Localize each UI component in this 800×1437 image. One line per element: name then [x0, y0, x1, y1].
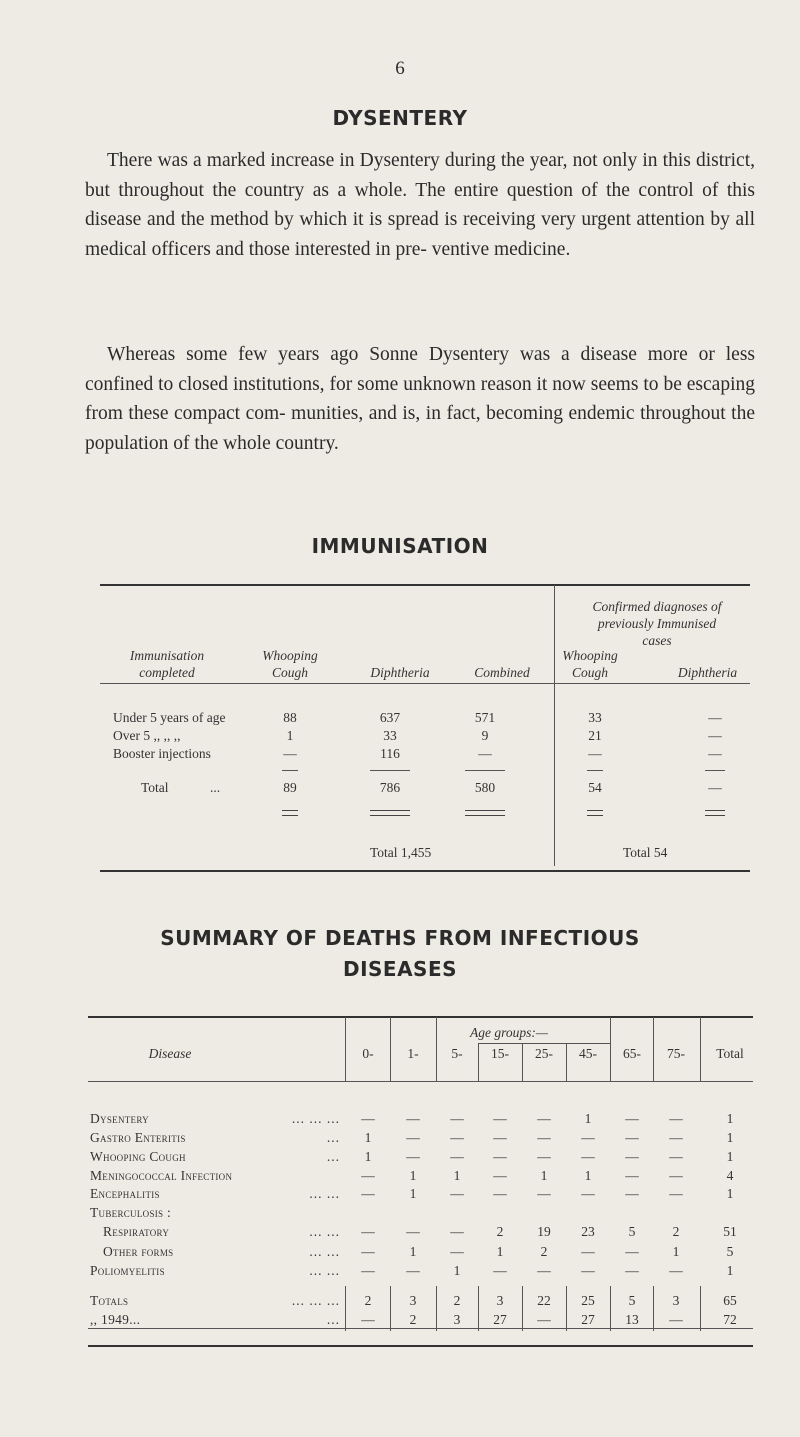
column-divider	[700, 1017, 701, 1082]
row-label: Poliomyelitis	[90, 1263, 165, 1278]
row-value: —	[669, 1130, 683, 1145]
row-value: 1	[584, 1111, 592, 1126]
dysentery-paragraph-1: There was a marked increase in Dysentery during the year, not only in this district, but throughout the country as a whole. The entire question of the control of this disease and the method by which it is spread is receiving very urgent attention by all medical officers and those interested in pre- ventive medicine.	[85, 150, 755, 260]
row-value: 1	[496, 1244, 504, 1259]
row-value: —	[493, 1130, 507, 1145]
row-value: —	[361, 1186, 375, 1201]
row-value: 2	[540, 1244, 548, 1259]
row-value: 2	[672, 1224, 680, 1239]
header-confirmed-whooping: Whooping Cough	[562, 648, 618, 680]
row-leader-dots: ...	[326, 1130, 340, 1145]
row-value: —	[669, 1263, 683, 1278]
column-header: 0-	[362, 1046, 374, 1061]
grand-total-right: Total 54	[623, 845, 668, 860]
header-confirmed-diagnoses: Confirmed diagnoses of previously Immunised cases	[592, 599, 722, 648]
header-whooping-cough: Whooping Cough	[262, 648, 318, 680]
row-value: —	[581, 1244, 595, 1259]
row-leader-dots: ...	[326, 1312, 340, 1327]
row-value: —	[361, 1263, 375, 1278]
dysentery-heading: DYSENTERY	[332, 106, 468, 130]
column-header: 15-	[491, 1046, 509, 1061]
column-header: 45-	[579, 1046, 597, 1061]
row-value: 27	[493, 1312, 507, 1327]
row-value: —	[669, 1186, 683, 1201]
row-label: Meningococcal Infection	[90, 1168, 233, 1183]
row-label: Encephalitis	[90, 1186, 160, 1201]
row-value: —	[669, 1312, 683, 1327]
column-header: Total	[716, 1046, 744, 1061]
row-value: —	[625, 1244, 639, 1259]
page-number: 6	[395, 58, 405, 79]
row-value: 1	[726, 1130, 734, 1145]
row-value: —	[450, 1149, 464, 1164]
row-value: 3	[409, 1293, 417, 1308]
deaths-heading: SUMMARY OF DEATHS FROM INFECTIOUS	[160, 926, 640, 950]
row-value: —	[537, 1263, 551, 1278]
row-value: —	[450, 1130, 464, 1145]
row-value: 13	[625, 1312, 639, 1327]
column-header: 75-	[667, 1046, 685, 1061]
row-value: —	[537, 1130, 551, 1145]
row-value: 1	[364, 1149, 372, 1164]
row-value: —	[406, 1130, 420, 1145]
row-value: 5	[628, 1293, 636, 1308]
immunisation-heading: IMMUNISATION	[311, 534, 489, 558]
row-value: 1	[364, 1130, 372, 1145]
row-value: —	[669, 1149, 683, 1164]
row-label: Whooping Cough	[90, 1149, 186, 1164]
row-value: —	[493, 1149, 507, 1164]
row-leader-dots: ... ...	[309, 1244, 340, 1259]
column-divider	[700, 1286, 701, 1331]
header-confirmed-diphtheria: Diphtheria	[677, 665, 738, 680]
row-value: —	[406, 1263, 420, 1278]
row-value: 1	[409, 1168, 417, 1183]
row-value: 1	[453, 1263, 461, 1278]
row-value: —	[493, 1111, 507, 1126]
row-label: Other forms	[103, 1244, 174, 1259]
row-value: —	[406, 1224, 420, 1239]
row-value: —	[406, 1111, 420, 1126]
row-leader-dots: ... ...	[309, 1224, 340, 1239]
row-label: Tuberculosis :	[90, 1205, 172, 1220]
row-leader-dots: ... ... ...	[291, 1111, 340, 1126]
row-value: —	[361, 1244, 375, 1259]
row-value: —	[625, 1111, 639, 1126]
row-value: —	[537, 1149, 551, 1164]
row-value: —	[581, 1263, 595, 1278]
row-label: Dysentery	[90, 1111, 149, 1126]
column-header: 25-	[535, 1046, 553, 1061]
row-value: 3	[496, 1293, 504, 1308]
row-value: 22	[537, 1293, 551, 1308]
row-value: —	[625, 1263, 639, 1278]
row-value: —	[361, 1168, 375, 1183]
row-value: 1	[540, 1168, 548, 1183]
row-leader-dots: ... ...	[309, 1186, 340, 1201]
row-value: —	[537, 1111, 551, 1126]
row-value: —	[450, 1244, 464, 1259]
row-value: 25	[581, 1293, 595, 1308]
row-value: 51	[723, 1224, 737, 1239]
row-value: —	[450, 1111, 464, 1126]
header-immunisation-completed: Immunisation completed	[129, 648, 205, 680]
row-value: —	[406, 1149, 420, 1164]
row-label: Gastro Enteritis	[90, 1130, 186, 1145]
row-value: —	[669, 1111, 683, 1126]
row-value: —	[537, 1312, 551, 1327]
row-value: —	[669, 1168, 683, 1183]
row-value: 23	[581, 1224, 595, 1239]
row-value: 72	[723, 1312, 737, 1327]
row-value: 1	[726, 1263, 734, 1278]
row-value: 1	[726, 1186, 734, 1201]
row-value: —	[537, 1186, 551, 1201]
column-header: 65-	[623, 1046, 641, 1061]
row-value: —	[581, 1149, 595, 1164]
row-leader-dots: ...	[326, 1149, 340, 1164]
row-value: —	[450, 1224, 464, 1239]
immunisation-divider	[554, 585, 555, 866]
row-value: —	[625, 1149, 639, 1164]
row-value: —	[581, 1186, 595, 1201]
row-value: 2	[409, 1312, 417, 1327]
row-value: 5	[726, 1244, 734, 1259]
header-diphtheria: Diphtheria	[370, 665, 430, 680]
row-value: 5	[628, 1224, 636, 1239]
row-label: Respiratory	[103, 1224, 170, 1239]
row-value: 2	[364, 1293, 372, 1308]
grand-total-left: Total 1,455	[370, 845, 432, 860]
header-combined: Combined	[474, 665, 530, 680]
row-value: —	[625, 1130, 639, 1145]
row-value: 1	[726, 1111, 734, 1126]
row-value: —	[625, 1186, 639, 1201]
header-age-groups: Age groups:—	[470, 1025, 548, 1040]
row-value: —	[625, 1168, 639, 1183]
row-value: 2	[496, 1224, 504, 1239]
row-leader-dots: ... ...	[309, 1263, 340, 1278]
column-header: 1-	[407, 1046, 419, 1061]
dysentery-paragraph-2: Whereas some few years ago Sonne Dysentery was a disease more or less confined to closed institutions, for some unknown reason it now seems to be escaping from these compact com- munities, and is, in fact, becoming endemic throughout the population of the whole country.	[85, 344, 755, 454]
row-value: 1	[584, 1168, 592, 1183]
row-value: 19	[537, 1224, 551, 1239]
row-value: —	[361, 1111, 375, 1126]
row-value: 65	[723, 1293, 737, 1308]
row-value: 3	[672, 1293, 680, 1308]
row-leader-dots: ... ... ...	[291, 1293, 340, 1308]
row-value: 3	[453, 1312, 461, 1327]
row-label: ,, 1949...	[90, 1312, 141, 1327]
row-value: —	[493, 1263, 507, 1278]
row-value: —	[361, 1312, 375, 1327]
row-value: —	[493, 1168, 507, 1183]
row-value: 1	[726, 1149, 734, 1164]
row-value: 4	[726, 1168, 734, 1183]
row-label: Totals	[90, 1293, 129, 1308]
row-value: 1	[409, 1244, 417, 1259]
row-value: 1	[409, 1186, 417, 1201]
row-value: 2	[453, 1293, 461, 1308]
row-value: —	[450, 1186, 464, 1201]
row-value: —	[581, 1130, 595, 1145]
deaths-heading-2: DISEASES	[342, 957, 458, 981]
row-value: 27	[581, 1312, 595, 1327]
header-disease: Disease	[148, 1046, 192, 1061]
row-value: 1	[672, 1244, 680, 1259]
row-value: —	[361, 1224, 375, 1239]
row-value: 1	[453, 1168, 461, 1183]
column-header: 5-	[451, 1046, 463, 1061]
row-value: —	[493, 1186, 507, 1201]
